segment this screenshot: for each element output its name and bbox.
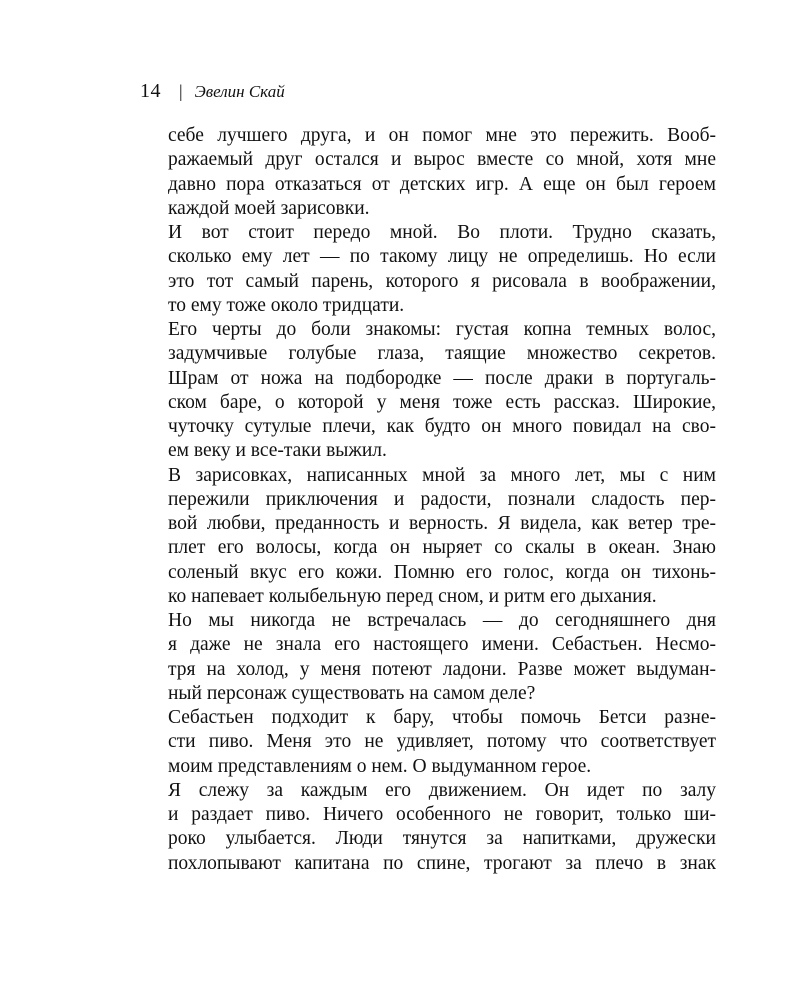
text-line: себе лучшего друга, и он помог мне это пережить. Вооб- [168,125,716,146]
text-line: Шрам от ножа на подбородке — после драки в португаль- [168,367,716,389]
paragraph [140,124,716,221]
text-line: роко улыбается. Люди тянутся за напитками, дружески [168,828,716,850]
paragraph [140,779,716,876]
text-line: ском баре, о которой у меня тоже есть рассказ. Широкие, [168,391,716,413]
text-line: то ему тоже около тридцати. [168,294,405,316]
text-line: Но мы никогда не встречалась — до сегодняшнего дня [168,610,716,631]
text-line: вой любви, преданность и верность. Я видела, как ветер тре- [168,513,716,534]
paragraph [140,318,716,464]
text-line: это тот самый парень, которого я рисовала в воображении, [168,270,716,292]
text-line: сти пиво. Меня это не удивляет, потому что соответствует [168,731,716,753]
text-line: давно пора отказаться от детских игр. А еще он был героем [168,173,716,195]
header-separator: | [179,81,183,101]
text-line: Я слежу за каждым его движением. Он идет по залу [168,779,716,801]
text-line: моим представлениям о нем. О выдуманном герое. [168,755,592,777]
text-line: задумчивые голубые глаза, таящие множество секретов. [168,343,716,365]
text-line: И вот стоит передо мной. Во плоти. Трудно сказать, [168,222,716,243]
text-line: ем веку и все-таки выжил. [168,440,387,462]
text-line: ный персонаж существовать на самом деле? [168,682,536,704]
text-line: ко напевает колыбельную перед сном, и ритм его дыхания. [168,585,657,607]
text-line: сколько ему лет — по такому лицу не определишь. Но если [168,246,716,268]
text-line: ражаемый друг остался и вырос вместе со мной, хотя мне [168,149,716,171]
text-line: пережили приключения и радости, познали сладость пер- [168,488,716,510]
paragraph [140,464,716,610]
text-line: тря на холод, у меня потеют ладони. Разве может выдуман- [168,658,716,680]
text-line: чуточку сутулые плечи, как будто он много повидал на сво- [168,416,716,437]
text-line: я даже не знала его настоящего имени. Себастьен. Несмо- [168,634,716,656]
text-line: Себастьен подходит к бару, чтобы помочь Бетси разне- [168,707,716,728]
page-header [140,78,285,104]
body-text [140,124,716,876]
text-line: похлопывают капитана по спине, трогают за плечо в знак [168,852,716,874]
text-line: В зарисовках, написанных мной за много лет, мы с ним [168,464,716,486]
text-line: плет его волосы, когда он ныряет со скалы в океан. Знаю [168,537,716,559]
text-line: Его черты до боли знакомы: густая копна темных волос, [168,319,716,340]
page-number: 14 [140,80,161,102]
paragraph [140,221,716,318]
text-line: и раздает пиво. Ничего особенного не говорит, только ши- [168,804,716,825]
paragraph [140,609,716,706]
text-line: соленый вкус его кожи. Помню его голос, когда он тихонь- [168,561,716,583]
paragraph [140,706,716,779]
text-line: каждой моей зарисовки. [168,197,370,219]
running-head-author: Эвелин Скай [194,82,285,101]
